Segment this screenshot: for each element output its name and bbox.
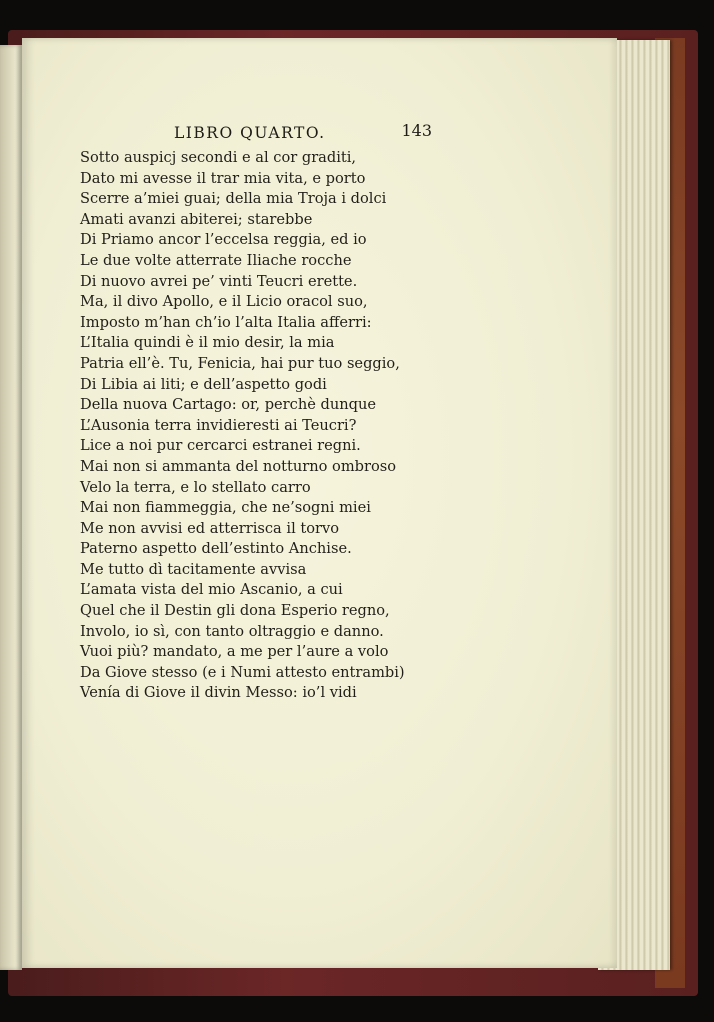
verse-line: Patria ell’è. Tu, Fenicia, hai pur tuo seggio, (80, 354, 400, 372)
verse-line: L’Ausonia terra invidieresti ai Teucri? (80, 416, 357, 434)
verse-line: Di Priamo ancor l’eccelsa reggia, ed io (80, 231, 367, 249)
verse-line: L’amata vista del mio Ascanio, a cui (80, 581, 343, 599)
verse-line: Scerre a’miei guai; della mia Troja i dolci (80, 190, 387, 208)
verse-line: Me tutto dì tacitamente avvisa (80, 560, 307, 578)
verse-line: L’Italia quindi è il mio desir, la mia (80, 334, 335, 352)
verse-line: Di nuovo avrei pe’ vinti Teucri erette. (80, 272, 358, 290)
verse-line: Quel che il Destin gli dona Esperio regno, (80, 602, 390, 620)
verse-line: Da Giove stesso (e i Numi attesto entrambi) (80, 663, 405, 681)
verse-line: Dato mi avesse il trar mia vita, e porto (80, 169, 366, 187)
verse-line: Involo, io sì, con tanto oltraggio e danno. (80, 622, 384, 640)
verse-line: Lice a noi pur cercarci estranei regni. (80, 437, 361, 455)
verse-line: Amati avanzi abiterei; starebbe (80, 210, 313, 228)
verse-line: Paterno aspetto dell’estinto Anchise. (80, 540, 352, 558)
verse-line: Venía di Giove il divin Messo: io’l vidi (80, 684, 357, 702)
verse-line: Mai non fiammeggia, che ne’sogni miei (80, 499, 371, 517)
verse-line: Me non avvisi ed atterrisca il torvo (80, 519, 340, 537)
page-number: 143 (401, 121, 432, 140)
running-title: LIBRO QUARTO. (174, 124, 326, 142)
verse-line: Mai non si ammanta del notturno ombroso (80, 457, 397, 475)
verse-line: Di Libia ai liti; e dell’aspetto godi (80, 375, 327, 393)
verse-line: Della nuova Cartago: or, perchè dunque (80, 396, 377, 414)
verse-line: Imposto m’han ch’io l’alta Italia afferri: (80, 313, 372, 331)
verse-line: Velo la terra, e lo stellato carro (80, 478, 311, 496)
poem-text (80, 148, 560, 704)
left-page-edge (0, 45, 22, 970)
verse-line: Ma, il divo Apollo, e il Licio oracol suo, (80, 293, 368, 311)
page-header (80, 121, 432, 148)
verse-line: Le due volte atterrate Iliache rocche (80, 251, 352, 269)
verse-line: Sotto auspicj secondi e al cor graditi, (80, 149, 357, 166)
verse-line: Vuoi più? mandato, a me per l’aure a volo (80, 643, 389, 661)
